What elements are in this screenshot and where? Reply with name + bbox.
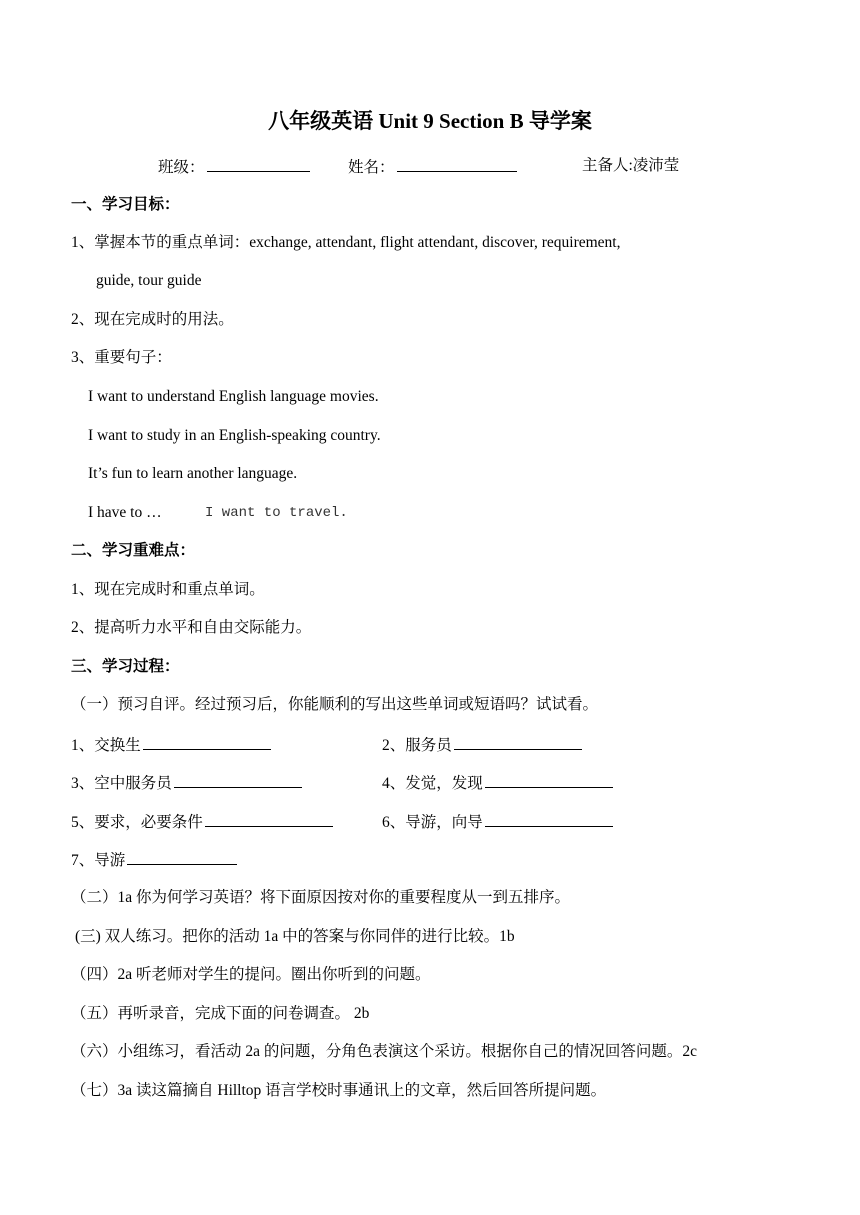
difficulty-1: 1、现在完成时和重点单词。 — [71, 581, 265, 598]
section-heading-goals: 一、学习目标： — [71, 196, 180, 213]
section-heading-difficulties: 二、学习重难点： — [71, 542, 196, 559]
process-step-3: (三) 双人练习。把你的活动 1a 中的答案与你同伴的进行比较。1b — [75, 928, 515, 945]
process-step-7: （七）3a 读这篇摘自 Hilltop 语言学校时事通讯上的文章，然后回答所提问题。 — [71, 1082, 607, 1099]
vocab-item: 6、导游，向导 — [382, 811, 613, 833]
answer-blank[interactable] — [174, 772, 302, 788]
answer-blank[interactable] — [454, 734, 582, 750]
difficulty-2: 2、提高听力水平和自由交际能力。 — [71, 619, 312, 636]
goal-1: 1、掌握本节的重点单词：exchange, attendant, flight attendant, discover, requirement, — [71, 234, 621, 251]
vocab-item: 1、交换生 — [71, 734, 271, 756]
process-step-1: （一）预习自评。经过预习后，你能顺利的写出这些单词或短语吗？试试看。 — [71, 696, 599, 713]
sentence-extra: I want to travel. — [205, 505, 348, 521]
goal-1-continued: guide, tour guide — [96, 272, 202, 289]
class-blank[interactable] — [207, 156, 310, 172]
vocab-item: 5、要求，必要条件 — [71, 811, 333, 833]
sentence-2: I want to study in an English-speaking country. — [88, 427, 381, 444]
name-label: 姓名： — [348, 159, 395, 176]
vocab-item: 4、发觉，发现 — [382, 772, 613, 794]
answer-blank[interactable] — [485, 811, 613, 827]
sentence-4: I have to … — [88, 504, 162, 521]
goal-2: 2、现在完成时的用法。 — [71, 311, 234, 328]
section-heading-process: 三、学习过程： — [71, 658, 180, 675]
process-step-6: （六）小组练习，看活动 2a 的问题，分角色表演这个采访。根据你自己的情况回答问题。2c — [71, 1043, 698, 1060]
process-step-4: （四）2a 听老师对学生的提问。圈出你听到的问题。 — [71, 966, 431, 983]
vocab-item: 3、空中服务员 — [71, 772, 302, 794]
preparer: 主备人:凌沛莹 — [582, 157, 680, 174]
class-label: 班级： — [158, 159, 205, 176]
goal-3: 3、重要句子： — [71, 349, 172, 366]
page-title: 八年级英语 Unit 9 Section B 导学案 — [268, 109, 592, 133]
vocab-item: 7、导游 — [71, 849, 237, 871]
class-field — [158, 156, 310, 178]
answer-blank[interactable] — [485, 772, 613, 788]
answer-blank[interactable] — [127, 849, 237, 865]
answer-blank[interactable] — [205, 811, 333, 827]
sentence-3: It’s fun to learn another language. — [88, 465, 298, 482]
name-field — [348, 156, 517, 178]
process-step-2: （二）1a 你为何学习英语？将下面原因按对你的重要程度从一到五排序。 — [71, 889, 571, 906]
vocab-item: 2、服务员 — [382, 734, 582, 756]
answer-blank[interactable] — [143, 734, 271, 750]
name-blank[interactable] — [397, 156, 517, 172]
sentence-1: I want to understand English language movies. — [88, 388, 379, 405]
process-step-5: （五）再听录音，完成下面的问卷调查。 2b — [71, 1005, 370, 1022]
